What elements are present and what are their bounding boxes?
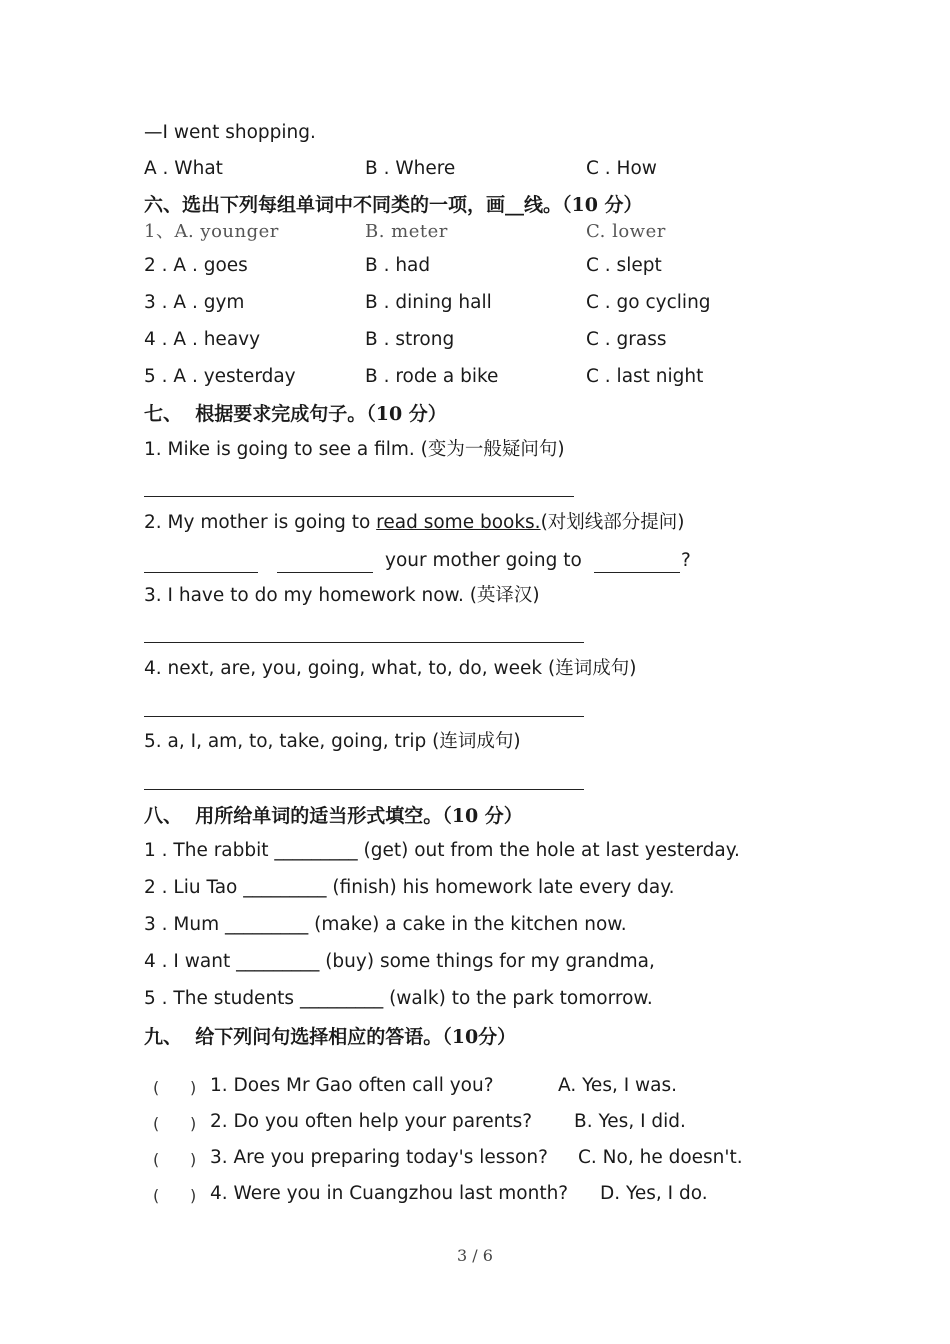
s6-row1-c: C. lower	[586, 221, 666, 242]
s6-row5-c: C . last night	[586, 366, 704, 387]
s9-paren-close-3: )	[190, 1150, 197, 1169]
s9-paren-close-4: )	[190, 1186, 197, 1205]
s6-row2-b: B . had	[365, 255, 431, 276]
s7-question-3: 3. I have to do my homework now. (英译汉)	[144, 585, 540, 606]
s7-q2-blank-1[interactable]	[144, 572, 258, 573]
s9-question-4: 4. Were you in Cuangzhou last month?	[210, 1183, 569, 1204]
s9-paren-open-2[interactable]: (	[153, 1114, 160, 1133]
s6-row4-a: 4 . A . heavy	[144, 329, 261, 350]
s8-item-4: 4 . I want _________ (buy) some things for my grandma,	[144, 951, 655, 972]
prev-option-b: B . Where	[365, 158, 456, 179]
s7-q2-fill-end: ?	[681, 550, 691, 571]
s7-answer-line-4[interactable]	[144, 716, 584, 717]
s6-row5-b: B . rode a bike	[365, 366, 499, 387]
page-number: 3 / 6	[457, 1246, 493, 1265]
s9-answer-c: C. No, he doesn't.	[578, 1147, 743, 1168]
s9-answer-d: D. Yes, I do.	[600, 1183, 708, 1204]
s6-row3-c: C . go cycling	[586, 292, 711, 313]
s7-q2-pre: 2. My mother is going to	[144, 512, 377, 533]
s9-question-1: 1. Does Mr Gao often call you?	[210, 1075, 494, 1096]
section-7-title: 七、 根据要求完成句子。（10 分）	[144, 403, 447, 425]
s9-paren-open-1[interactable]: (	[153, 1078, 160, 1097]
section-6-title: 六、选出下列每组单词中不同类的一项，画__线。（10 分）	[144, 194, 643, 216]
s8-item-5: 5 . The students _________ (walk) to the park tomorrow.	[144, 988, 653, 1009]
s8-item-1: 1 . The rabbit _________ (get) out from the hole at last yesterday.	[144, 840, 740, 861]
s6-row3-b: B . dining hall	[365, 292, 492, 313]
s6-row4-c: C . grass	[586, 329, 667, 350]
s7-answer-line-5[interactable]	[144, 789, 584, 790]
prev-option-a: A . What	[144, 158, 223, 179]
s9-paren-open-3[interactable]: (	[153, 1150, 160, 1169]
s9-paren-open-4[interactable]: (	[153, 1186, 160, 1205]
s6-row1-b: B. meter	[365, 221, 448, 242]
s7-question-2	[144, 514, 685, 533]
s6-row2-c: C . slept	[586, 255, 662, 276]
s7-q2-fill-mid: your mother going to	[385, 550, 582, 571]
s7-q2-underlined: read some books.	[376, 512, 541, 533]
s9-paren-close-1: )	[190, 1078, 197, 1097]
s8-item-3: 3 . Mum _________ (make) a cake in the kitchen now.	[144, 914, 627, 935]
s7-answer-line-1[interactable]	[144, 496, 574, 497]
s6-row1-a: 1、A. younger	[144, 221, 279, 242]
s6-row4-b: B . strong	[365, 329, 455, 350]
s8-item-2: 2 . Liu Tao _________ (finish) his homework late every day.	[144, 877, 675, 898]
s7-q2-blank-2[interactable]	[277, 572, 373, 573]
s7-question-4: 4. next, are, you, going, what, to, do, week (连词成句)	[144, 658, 637, 679]
s6-row3-a: 3 . A . gym	[144, 292, 245, 313]
s7-question-5: 5. a, I, am, to, take, going, trip (连词成句)	[144, 731, 521, 752]
s7-q2-post: (对划线部分提问)	[540, 512, 685, 533]
s7-question-1: 1. Mike is going to see a film. (变为一般疑问句)	[144, 439, 565, 460]
s7-answer-line-3[interactable]	[144, 642, 584, 643]
s9-answer-a: A. Yes, I was.	[558, 1075, 678, 1096]
s6-row5-a: 5 . A . yesterday	[144, 366, 296, 387]
section-9-title: 九、 给下列问句选择相应的答语。（10分）	[144, 1026, 517, 1048]
s9-paren-close-2: )	[190, 1114, 197, 1133]
s7-q2-blank-3[interactable]	[594, 572, 680, 573]
s9-question-3: 3. Are you preparing today's lesson?	[210, 1147, 548, 1168]
s9-question-2: 2. Do you often help your parents?	[210, 1111, 533, 1132]
s6-row2-a: 2 . A . goes	[144, 255, 248, 276]
section-8-title: 八、 用所给单词的适当形式填空。（10 分）	[144, 805, 523, 827]
prev-answer: —I went shopping.	[144, 122, 316, 143]
s9-answer-b: B. Yes, I did.	[574, 1111, 686, 1132]
prev-option-c: C . How	[586, 158, 657, 179]
